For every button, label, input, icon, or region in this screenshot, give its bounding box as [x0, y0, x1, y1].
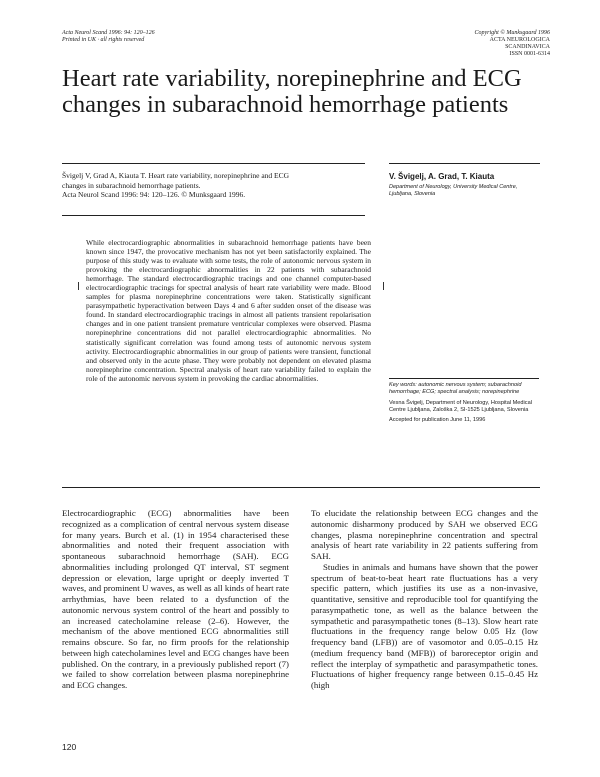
journal-name-line1: ACTA NEUROLOGICA: [489, 37, 550, 43]
journal-header-right: [430, 30, 550, 58]
abstract-margin-mark-right: [383, 282, 384, 290]
body-rule: [62, 487, 540, 488]
title-rule-right: [389, 163, 540, 164]
body-paragraph: Electrocardiographic (ECG) abnormalities have been recognized as a complication of central nervous system disease for many years. Burch et al. (1) in 1954 characterised these abnormalities and noted their frequent association with spontaneous subarachnoid hemorrhage (SAH). ECG abnormalities including prolonged QT interval, ST segment depression or elevation, large upright or deeply inverted T waves, and prominent U waves, as well as all kinds of heart rate arrhythmias, have been related to a dysfunction of the autonomic nervous system control of the heart and possibly to an increased catecholamine release (2–6). However, the mechanism of the above mentioned ECG abnormalities still remains obscure. So far, no firm proofs for the relationship between high catecholamines level and ECG changes have been published. On the contrary, in a previously published report (7) we failed to show correlation between plasma norepinephrine and ECG changes.: [62, 508, 289, 690]
article-title: Heart rate variability, norepinephrine and ECG changes in subarachnoid hemorrhage patients: [62, 65, 522, 118]
journal-name-line2: SCANDINAVICA: [505, 44, 550, 50]
citation-line-1: Švigelj V, Grad A, Kiauta T. Heart rate variability, norepinephrine and ECG: [62, 171, 290, 180]
body-paragraph: Studies in animals and humans have shown that the power spectrum of beat-to-beat heart rate fluctuations has a very specific pattern, which justifies its use as a non-invasive, quantitative, sensitive and reproducible tool for quantifying the parasympathetic tone, as well as the balance between the sympathetic and parasympathetic tones (8–13). Slow heart rate fluctuations in the frequency range below 0.05 Hz (low frequency band (LFB)) are of vasomotor and 0.05–0.15 Hz (medium frequency band (MFB)) of baroreceptor origin and reflect the interplay of sympathetic and parasympathetic tones. Fluctuations of higher frequency range between 0.15–0.45 Hz (high: [311, 561, 538, 690]
abstract: While electrocardiographic abnormalities in subarachnoid hemorrhage patients have been known since 1947, the provocative mechanism has not yet been satisfactorily explained. The purpose of this study was to evaluate with some tests, the role of autonomic nervous system in provoking the electrocardiographic abnormalities in 22 patients with subarachnoid hemorrhage. The standard electrocardiographic tracings and one channel computer-based electrocardiographic tracings for spectral analysis of heart rate variability were made. Blood samples for plasma norepinephrine concentrations were taken. Statistically significant parasympathetic hyperactivation between Days 4 and 6 after sudden onset of the disease was found. In standard electrocardiographic tracings in almost all patients transient repolarisation changes and in one patient transient premature ventricular complexes were observed. Plasma norepinephrine concentrations did not parallel electrocardiographic abnormalities. No statistically significant correlation was found among tests of autonomic nervous system activity. Electrocardiographic abnormalities in our group of patients were transient, functional and observed only in the acute phase. They were probably not dependent on elevated plasma norepinephrine concentration. Spectral analysis of heart rate variability failed to explain the role of the autonomic nervous system in provoking the cardiac abnormalities.: [86, 238, 371, 383]
sidenote-block: [389, 378, 539, 427]
body-paragraph: To elucidate the relationship between ECG changes and the autonomic disharmony produced by SAH we observed ECG changes, plasma norepinephrine concentration and spectral analysis of heart rate variability in 22 patients suffering from SAH.: [311, 508, 538, 561]
citation-block: [62, 171, 362, 200]
title-rule-left: [62, 163, 365, 164]
copyright-line: Copyright © Munksgaard 1996: [474, 30, 550, 36]
correspondence: Vesna Švigelj, Department of Neurology, Hospital Medical Centre Ljubljana, Zaloška 2, SI-1525 Ljubljana, Slovenia: [389, 399, 532, 413]
citation-rule: [62, 215, 365, 216]
issn-line: ISSN 0001-6314: [509, 51, 550, 57]
author-block: [389, 172, 539, 198]
body-column-left: [62, 508, 289, 691]
abstract-margin-mark-left: [78, 282, 79, 290]
body-column-right: [311, 508, 538, 691]
keywords: Key words: autonomic nervous system; subarachnoid hemorrhage; ECG; spectral analysis; norepinephrine: [389, 382, 522, 396]
journal-printed-line: Printed in UK · all rights reserved: [62, 37, 145, 43]
journal-header-left: [62, 30, 262, 44]
accepted-date: Accepted for publication June 11, 1996: [389, 417, 486, 424]
citation-line-2: changes in subarachnoid hemorrhage patients.: [62, 180, 201, 190]
author-affiliation: Department of Neurology, University Medical Centre, Ljubljana, Slovenia: [389, 184, 518, 197]
author-names: V. Švigelj, A. Grad, T. Kiauta: [389, 172, 495, 181]
page-number: 120: [62, 742, 77, 752]
journal-citation-line: Acta Neurol Scand 1996: 94: 120–126: [62, 30, 155, 36]
citation-line-3: Acta Neurol Scand 1996: 94: 120–126. © Munksgaard 1996.: [62, 190, 246, 199]
sidenote-rule: [389, 378, 539, 379]
